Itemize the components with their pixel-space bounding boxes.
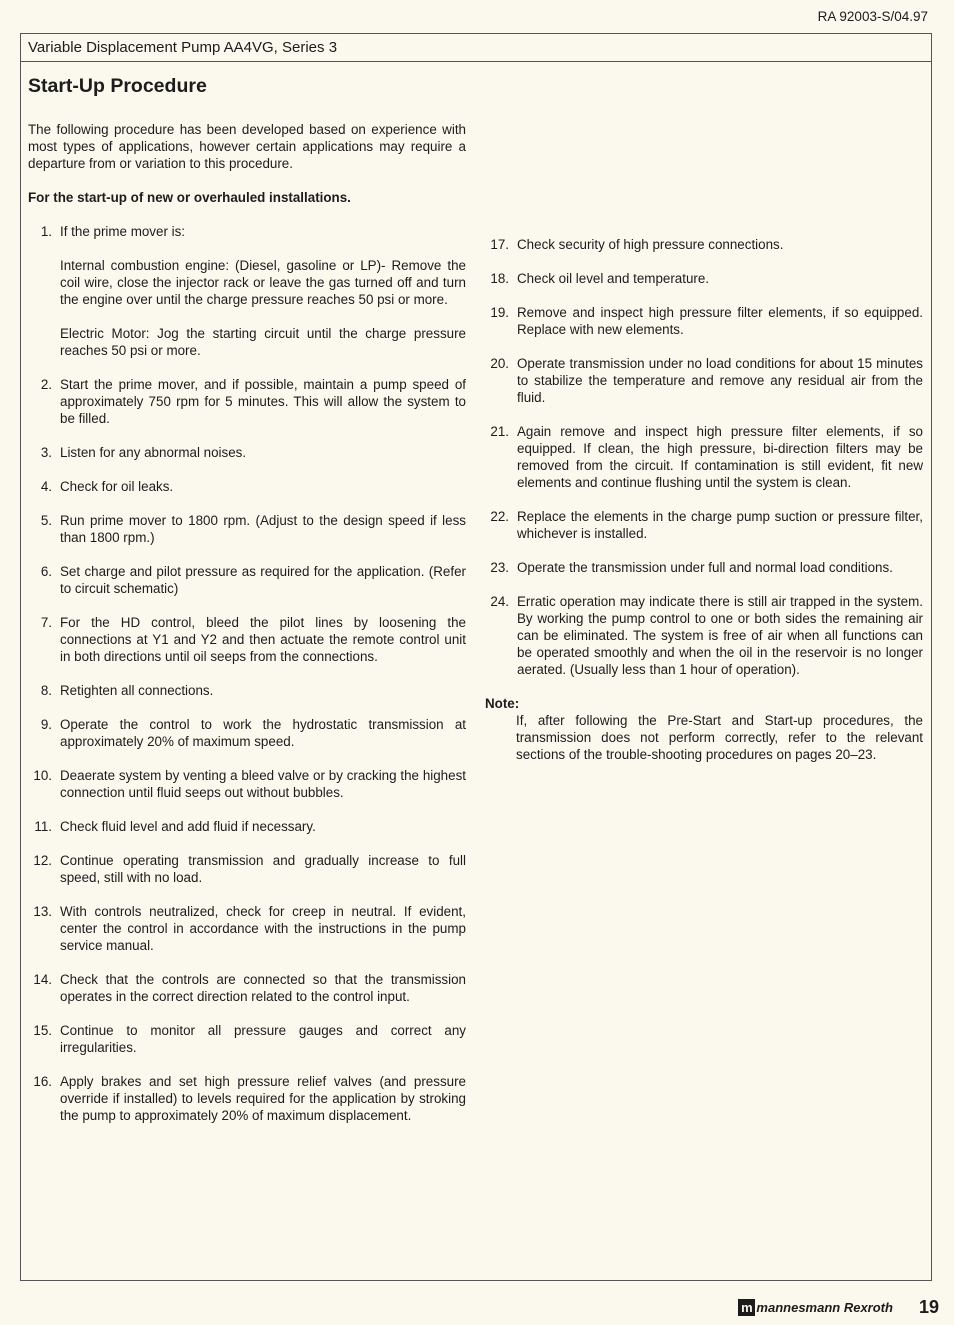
rexroth-logo-icon: m bbox=[738, 1299, 755, 1316]
steps-list-right bbox=[485, 236, 923, 678]
step-item bbox=[485, 236, 923, 253]
step-number: 21. bbox=[490, 424, 509, 439]
note-label: Note: bbox=[485, 696, 520, 711]
step-item bbox=[28, 444, 466, 461]
step-number: 23. bbox=[490, 560, 509, 575]
step-text: Check security of high pressure connections. bbox=[517, 237, 784, 252]
step-text: Deaerate system by venting a bleed valve or by cracking the highest connection until fluid seeps out without bubbles. bbox=[60, 768, 466, 800]
step-item bbox=[485, 593, 923, 678]
step-item bbox=[28, 1073, 466, 1124]
intro-paragraph: The following procedure has been developed based on experience with most types of applications, however certain applications may require a departure from or variation to this procedure. bbox=[28, 122, 466, 171]
step-text: Check for oil leaks. bbox=[60, 479, 174, 494]
step-text: Retighten all connections. bbox=[60, 683, 214, 698]
step-item bbox=[28, 376, 466, 427]
step-text: Check that the controls are connected so that the transmission operates in the correct direction related to the control input. bbox=[60, 972, 466, 1004]
step-number: 22. bbox=[490, 509, 509, 524]
step-item bbox=[28, 971, 466, 1005]
step-number: 2. bbox=[40, 377, 52, 392]
step-item bbox=[485, 304, 923, 338]
document-title: Variable Displacement Pump AA4VG, Series 3 bbox=[28, 39, 338, 56]
step-number: 10. bbox=[33, 768, 52, 783]
step-text: Start the prime mover, and if possible, maintain a pump speed of approximately 750 rpm for 5 minutes. This will allow the system to be filled. bbox=[60, 377, 466, 426]
footer bbox=[738, 1295, 939, 1319]
step-item bbox=[28, 818, 466, 835]
step-text: For the HD control, bleed the pilot lines by loosening the connections at Y1 and Y2 and then actuate the remote control unit in both directions until oil seeps from the connections. bbox=[60, 615, 466, 664]
step-text: Continue operating transmission and gradually increase to full speed, still with no load. bbox=[60, 853, 466, 885]
step-number: 20. bbox=[490, 356, 509, 371]
step-item bbox=[485, 559, 923, 576]
brand-name: mannesmann Rexroth bbox=[756, 1299, 893, 1315]
step-text: With controls neutralized, check for creep in neutral. If evident, center the control in accordance with the instructions in the pump service manual. bbox=[60, 904, 466, 953]
step-text: Check fluid level and add fluid if necessary. bbox=[60, 819, 316, 834]
document-number: RA 92003-S/04.97 bbox=[817, 9, 928, 24]
step-item bbox=[28, 767, 466, 801]
step-item bbox=[28, 852, 466, 886]
step-text: Operate the transmission under full and normal load conditions. bbox=[517, 560, 893, 575]
step-item bbox=[28, 682, 466, 699]
step-number: 14. bbox=[33, 972, 52, 987]
step-item bbox=[485, 270, 923, 287]
step-item bbox=[28, 563, 466, 597]
right-column bbox=[485, 236, 923, 763]
step-number: 18. bbox=[490, 271, 509, 286]
step-text: Internal combustion engine: (Diesel, gasoline or LP)- Remove the coil wire, close the injector rack or leave the gas turned off and turn the engine over until the charge pressure reaches 50 psi or more. bbox=[60, 258, 466, 307]
step-number: 5. bbox=[40, 513, 52, 528]
page-title: Start-Up Procedure bbox=[28, 75, 207, 97]
step-text: Electric Motor: Jog the starting circuit until the charge pressure reaches 50 psi or more. bbox=[60, 326, 466, 358]
steps-list-left bbox=[28, 223, 466, 1124]
header-bar bbox=[21, 34, 931, 62]
step-text: Operate the control to work the hydrostatic transmission at approximately 20% of maximum speed. bbox=[60, 717, 466, 749]
step-text: Listen for any abnormal noises. bbox=[60, 445, 247, 460]
step-item bbox=[28, 614, 466, 665]
step-number: 1. bbox=[40, 224, 52, 239]
section-subheading: For the start-up of new or overhauled installations. bbox=[28, 190, 351, 205]
step-number: 16. bbox=[33, 1074, 52, 1089]
step-item bbox=[28, 223, 466, 359]
step-item bbox=[485, 423, 923, 491]
step-text: Continue to monitor all pressure gauges and correct any irregularities. bbox=[60, 1023, 466, 1055]
note-text: If, after following the Pre-Start and Start-up procedures, the transmission does not perform correctly, refer to the relevant sections of the trouble-shooting procedures on pages 20–23. bbox=[516, 713, 923, 762]
step-number: 24. bbox=[490, 594, 509, 609]
step-item bbox=[28, 716, 466, 750]
step-item bbox=[485, 508, 923, 542]
left-column bbox=[28, 121, 466, 1141]
step-number: 3. bbox=[40, 445, 52, 460]
step-text: Again remove and inspect high pressure filter elements, if so equipped. If clean, the high pressure, bi-direction filters may be removed from the circuit. If contamination is still evident, fit new elements and continue flushing until the system is clean. bbox=[517, 424, 923, 490]
step-text: Replace the elements in the charge pump suction or pressure filter, whichever is installed. bbox=[517, 509, 923, 541]
step-number: 6. bbox=[40, 564, 52, 579]
step-number: 7. bbox=[40, 615, 52, 630]
page-number: 19 bbox=[918, 1296, 939, 1317]
step-text: Erratic operation may indicate there is still air trapped in the system. By working the pump control to one or both sides the remaining air can be eliminated. The system is free of air when all functions can be operated smoothly and when the oil in the reservoir is no longer aerated. (Usually less than 1 hour of operation). bbox=[517, 594, 923, 677]
step-text: Operate transmission under no load conditions for about 15 minutes to stabilize the temperature and remove any residual air from the fluid. bbox=[517, 356, 923, 405]
step-text: Remove and inspect high pressure filter elements, if so equipped. Replace with new elements. bbox=[517, 305, 923, 337]
step-item bbox=[28, 1022, 466, 1056]
step-number: 15. bbox=[33, 1023, 52, 1038]
step-number: 13. bbox=[33, 904, 52, 919]
step-number: 11. bbox=[34, 819, 52, 834]
step-number: 19. bbox=[490, 305, 509, 320]
step-number: 4. bbox=[40, 479, 52, 494]
step-item bbox=[28, 512, 466, 546]
step-item bbox=[28, 903, 466, 954]
step-number: 17. bbox=[490, 237, 509, 252]
step-item bbox=[28, 478, 466, 495]
step-number: 9. bbox=[40, 717, 52, 732]
step-text: If the prime mover is: bbox=[60, 224, 186, 239]
step-text: Apply brakes and set high pressure relief valves (and pressure override if installed) to levels required for the application by stroking the pump to approximately 20% of maximum displacement. bbox=[60, 1074, 466, 1123]
step-item bbox=[485, 355, 923, 406]
step-number: 12. bbox=[33, 853, 52, 868]
page-frame bbox=[20, 33, 932, 1281]
step-text: Set charge and pilot pressure as required for the application. (Refer to circuit schematic) bbox=[60, 564, 466, 596]
step-text: Run prime mover to 1800 rpm. (Adjust to the design speed if less than 1800 rpm.) bbox=[60, 513, 466, 545]
step-text: Check oil level and temperature. bbox=[517, 271, 710, 286]
step-number: 8. bbox=[40, 683, 52, 698]
